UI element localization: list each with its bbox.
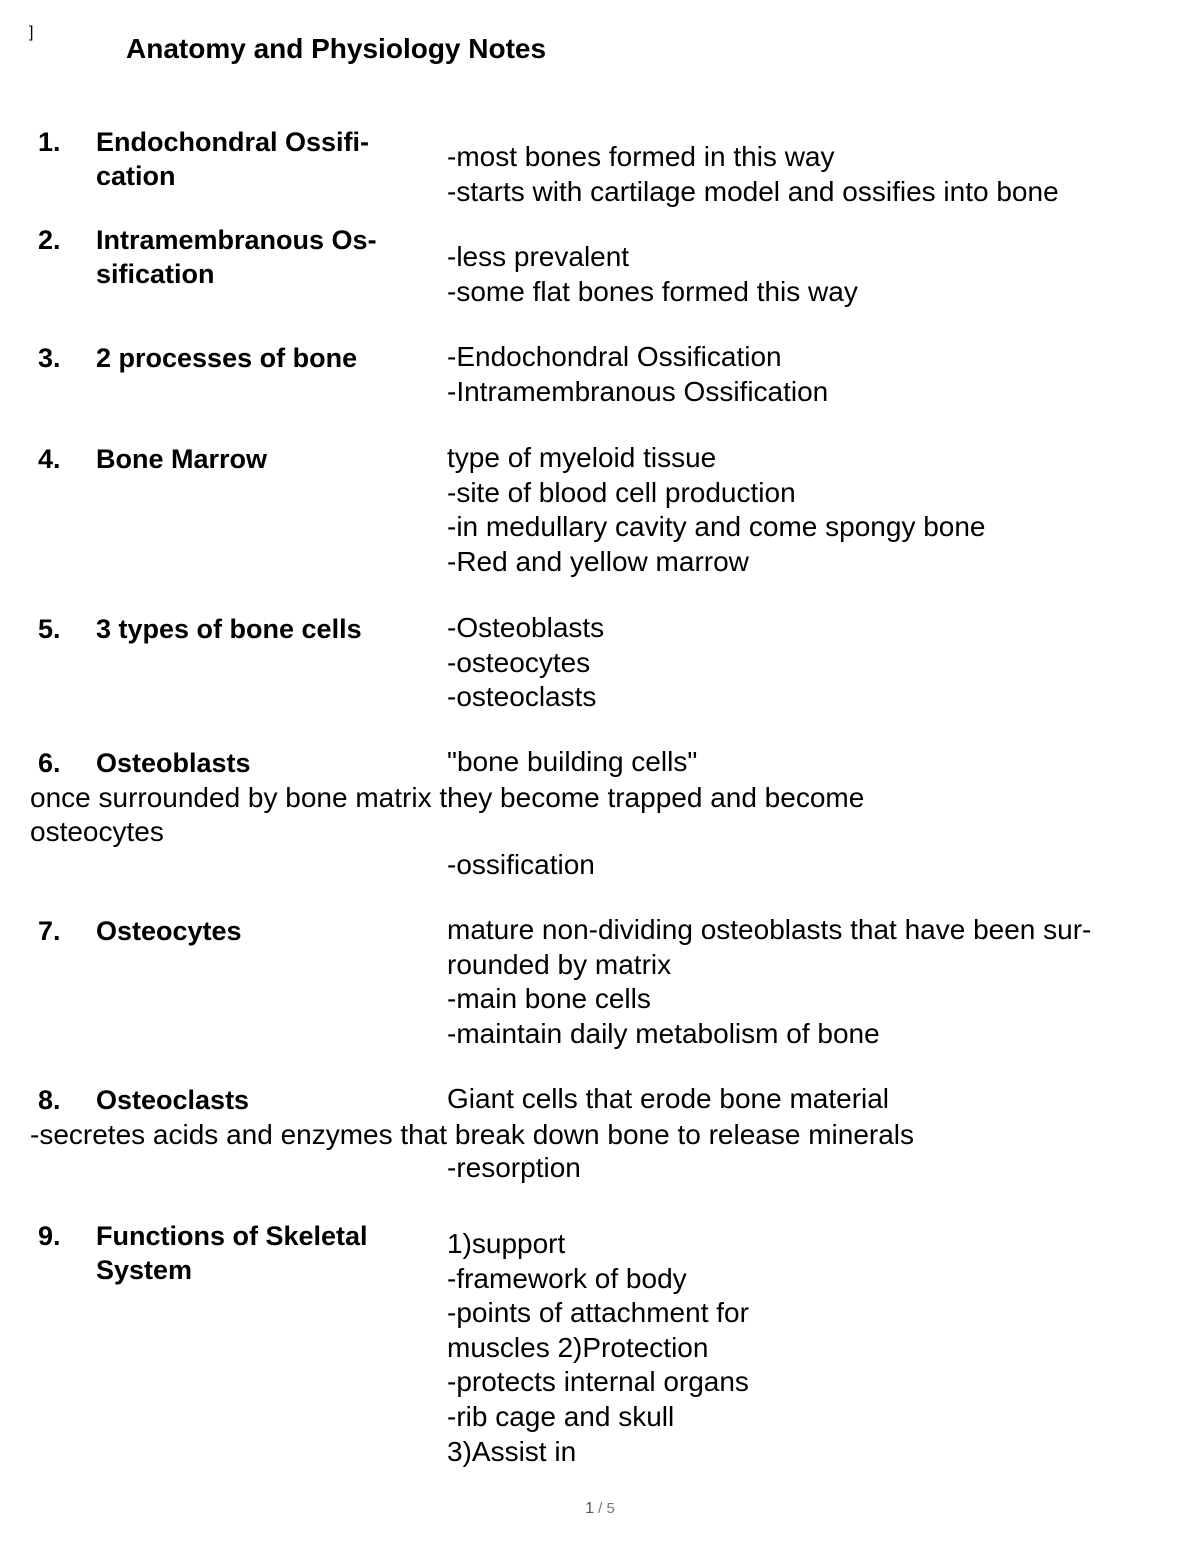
item-definition: "bone building cells" [447, 746, 698, 777]
item-definition: -less prevalent -some flat bones formed this way [447, 241, 858, 307]
item-number: 1. [38, 127, 61, 157]
item-number: 4. [38, 444, 61, 474]
item-number: 6. [38, 748, 61, 778]
item-number: 5. [38, 614, 61, 644]
item-term: Bone Marrow [96, 444, 268, 474]
item-term: Intramembranous Os- sification [96, 225, 377, 289]
item-definition: -Osteoblasts -osteocytes -osteoclasts [447, 612, 605, 713]
item-definition: -most bones formed in this way -starts with cartilage model and ossifies into bone [447, 141, 1059, 207]
document-title: Anatomy and Physiology Notes [126, 33, 547, 64]
item-definition-continued: -resorption [447, 1152, 581, 1183]
item-term: Osteocytes [96, 916, 242, 946]
page-indicator [0, 1500, 1200, 1518]
item-definition: Giant cells that erode bone material [447, 1083, 890, 1114]
item-definition: 1)support -framework of body -points of attachment for muscles 2)Protection -protects internal organs -rib cage and skull 3)Assist in [447, 1228, 749, 1467]
page-current: 1 [585, 1500, 595, 1517]
item-term: 3 types of bone cells [96, 614, 362, 644]
item-continuation: once surrounded by bone matrix they become trapped and become osteocytes [30, 782, 865, 847]
corner-mark: ] [29, 24, 34, 41]
item-continuation: -secretes acids and enzymes that break down bone to release minerals [30, 1119, 915, 1150]
item-definition-continued: -ossification [447, 849, 595, 880]
item-number: 3. [38, 343, 61, 373]
item-definition: type of myeloid tissue -site of blood cell production -in medullary cavity and come spongy bone -Red and yellow marrow [447, 442, 986, 577]
item-number: 7. [38, 916, 61, 946]
item-number: 9. [38, 1221, 61, 1251]
item-term: Osteoblasts [96, 748, 251, 778]
item-number: 8. [38, 1085, 61, 1115]
item-term: Endochondral Ossifi- cation [96, 127, 370, 191]
item-term: Osteoclasts [96, 1085, 250, 1115]
item-definition: mature non-dividing osteoblasts that have been sur- rounded by matrix -main bone cells -maintain daily metabolism of bone [447, 914, 1092, 1049]
item-number: 2. [38, 225, 61, 255]
item-term: Functions of Skeletal System [96, 1221, 368, 1285]
page-total: 5 [606, 1500, 615, 1517]
page-separator: / [594, 1500, 607, 1517]
item-term: 2 processes of bone [96, 343, 358, 373]
item-definition: -Endochondral Ossification -Intramembranous Ossification [447, 341, 829, 407]
